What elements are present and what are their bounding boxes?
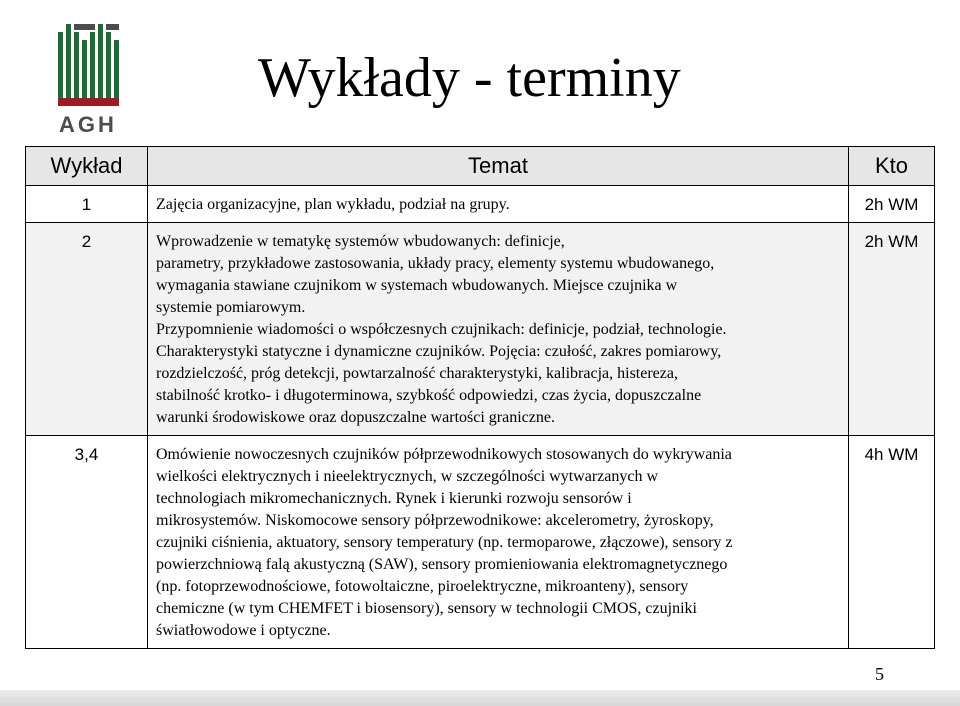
topic-line: Wprowadzenie w tematykę systemów wbudowanych: definicje, — [156, 233, 565, 250]
logo-text: AGH — [59, 112, 117, 136]
topic-line: mikrosystemów. Niskomocowe sensory półprzewodnikowe: akcelerometry, żyroskopy, — [156, 512, 714, 529]
lecture-schedule-table — [25, 146, 935, 649]
topic-line: warunki środowiskowe oraz dopuszczalne wartości graniczne. — [156, 409, 555, 426]
footer-bar — [0, 690, 960, 706]
lecture-number: 2 — [26, 223, 148, 436]
header-who: Kto — [849, 147, 935, 186]
agh-logo — [52, 14, 132, 136]
lecture-topic — [148, 186, 849, 223]
table-header-row — [26, 147, 935, 186]
lecturer-hours: 2h WM — [849, 223, 935, 436]
topic-line: Omówienie nowoczesnych czujników półprzewodnikowych stosowanych do wykrywania — [156, 446, 732, 463]
topic-line: wielkości elektrycznych i nieelektrycznych, w szczególności wytwarzanych w — [156, 468, 659, 485]
slide-title: Wykłady - terminy — [258, 47, 681, 109]
topic-line: światłowodowe i optyczne. — [156, 622, 331, 639]
lecture-topic — [148, 223, 849, 436]
topic-line: rozdzielczość, próg detekcji, powtarzalność charakterystyki, kalibracja, histereza, — [156, 365, 678, 382]
topic-line: wymagania stawiane czujnikom w systemach wbudowanych. Miejsce czujnika w — [156, 277, 678, 294]
table-row — [26, 186, 935, 223]
page-number: 5 — [875, 664, 884, 684]
topic-line: systemie pomiarowym. — [156, 299, 306, 316]
topic-line: Przypomnienie wiadomości o współczesnych czujnikach: definicje, podział, technologie. — [156, 321, 727, 338]
lecture-number: 3,4 — [26, 436, 148, 649]
table-row — [26, 223, 935, 436]
topic-line: stabilność krotko- i długoterminowa, szybkość odpowiedzi, czas życia, dopuszczalne — [156, 387, 702, 404]
topic-line: czujniki ciśnienia, aktuatory, sensory temperatury (np. termoparowe, złączowe), sensory z — [156, 534, 733, 551]
lecturer-hours: 2h WM — [849, 186, 935, 223]
topic-line: Zajęcia organizacyjne, plan wykładu, podział na grupy. — [156, 196, 510, 213]
lecture-number: 1 — [26, 186, 148, 223]
table-row — [26, 436, 935, 649]
topic-line: parametry, przykładowe zastosowania, układy pracy, elementy systemu wbudowanego, — [156, 255, 715, 272]
header-lecture: Wykład — [26, 147, 148, 186]
header-topic: Temat — [148, 147, 849, 186]
topic-line: chemiczne (w tym CHEMFET i biosensory), sensory w technologii CMOS, czujniki — [156, 600, 697, 617]
topic-line: powierzchniową falą akustyczną (SAW), sensory promieniowania elektromagnetycznego — [156, 556, 728, 573]
topic-line: Charakterystyki statyczne i dynamiczne czujników. Pojęcia: czułość, zakres pomiarowy, — [156, 343, 722, 360]
topic-line: technologiach mikromechanicznych. Rynek i kierunki rozwoju sensorów i — [156, 490, 632, 507]
lecture-topic — [148, 436, 849, 649]
lecturer-hours: 4h WM — [849, 436, 935, 649]
topic-line: (np. fotoprzewodnościowe, fotowoltaiczne, piroelektryczne, mikroanteny), sensory — [156, 578, 689, 595]
